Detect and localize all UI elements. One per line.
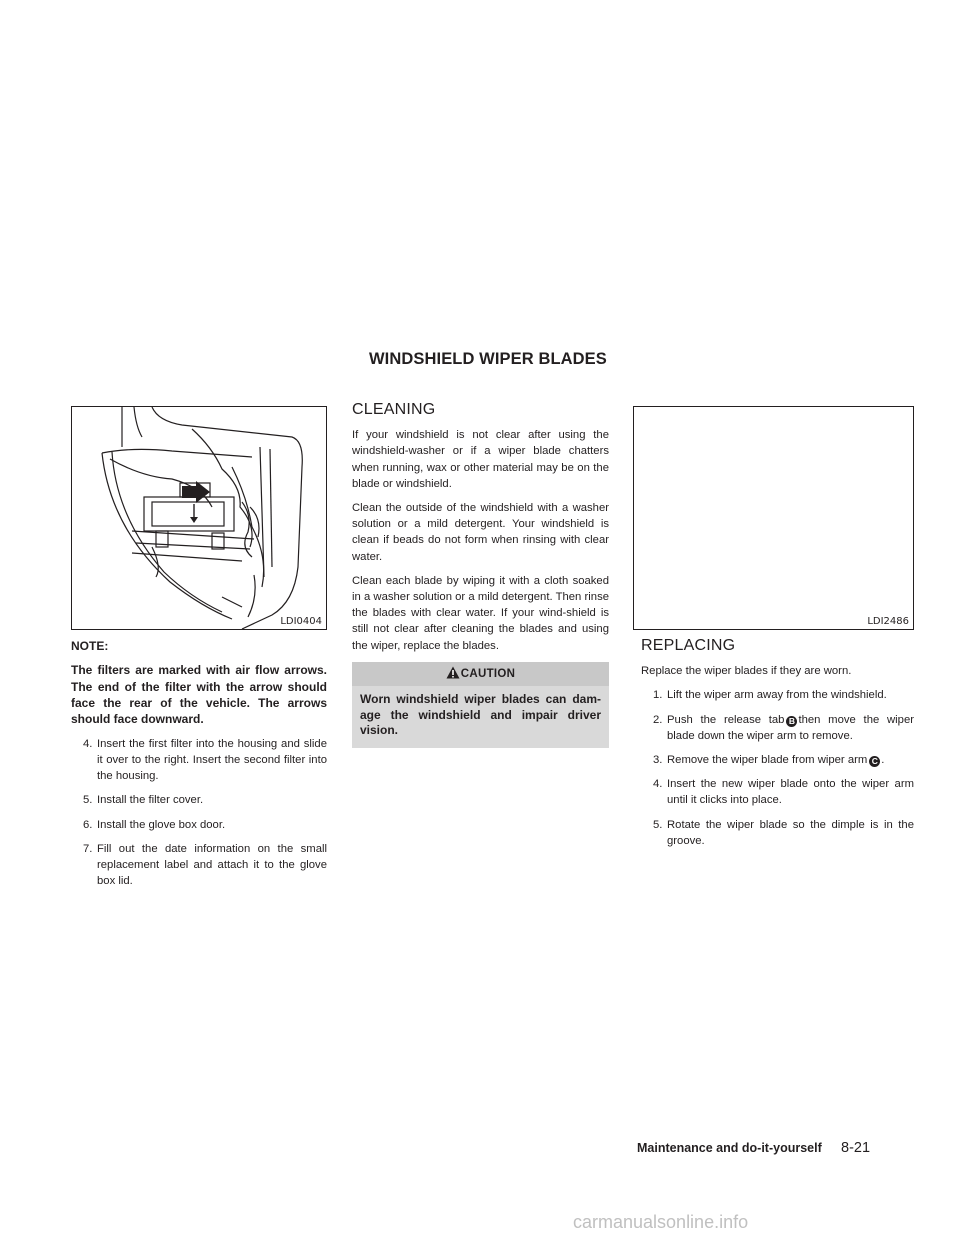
list-item: 3. Remove the wiper blade from wiper arm C .: [653, 754, 885, 767]
replacing-intro: Replace the wiper blades if they are worn.: [641, 665, 852, 678]
page-number: 8-21: [841, 1140, 871, 1156]
list-item: 6. Install the glove box door.: [83, 818, 226, 831]
list-item: 7. Fill out the date information on the small replacement label and attach it to the glove box lid.: [83, 842, 327, 888]
replacing-steps-list: [641, 687, 914, 849]
caution-header: [352, 662, 609, 686]
list-item: 4. Insert the new wiper blade onto the wiper arm until it clicks into place.: [653, 778, 914, 807]
watermark-text: carmanualsonline.info: [573, 1212, 749, 1232]
column-replacing: [641, 638, 914, 857]
filter-housing-illustration: [72, 407, 326, 629]
caution-box: [352, 662, 609, 748]
filter-steps-list: [71, 736, 327, 890]
list-item: 1. Lift the wiper arm away from the windshield.: [653, 689, 887, 702]
list-item: 4. Insert the first filter into the housing and slide it over to the right. Insert the second filter into the housing.: [83, 737, 327, 783]
warning-icon: [446, 666, 460, 679]
column-filter-instructions: [71, 638, 327, 897]
figure-filter-housing: [71, 406, 327, 630]
callout-b-marker: B: [786, 716, 797, 727]
cleaning-paragraph-3: Clean each blade by wiping it with a cloth soaked in a washer solution or a mild detergent. Then rinse the blades with clear water. If your wind-shield is still not clear after cleaning the blades and using the wiper, replace the blades.: [352, 574, 609, 652]
cleaning-heading: CLEANING: [352, 401, 436, 418]
figure-code: LDI2486: [867, 616, 909, 627]
note-body: The filters are marked with air flow arrows. The end of the filter with the arrow should face the rear of the vehicle. The arrows should face downward.: [71, 663, 327, 727]
caution-heading: CAUTION: [460, 667, 516, 680]
list-item: 2. Push the release tab B then move the wiper blade down the wiper arm to remove.: [653, 713, 915, 742]
note-heading: NOTE:: [71, 639, 109, 653]
column-cleaning: [352, 402, 609, 748]
list-item: 5. Rotate the wiper blade so the dimple is in the groove.: [653, 818, 914, 847]
cleaning-paragraph-2: Clean the outside of the windshield with a washer solution or a mild detergent. Your windshield is clean if beads do not form when rinsing with clear water.: [352, 502, 609, 563]
caution-body: Worn windshield wiper blades can dam-age the windshield and impair driver vision.: [360, 692, 601, 738]
section-title: WINDSHIELD WIPER BLADES: [369, 350, 607, 368]
list-item: 5. Install the filter cover.: [83, 794, 204, 807]
replacing-heading: REPLACING: [641, 637, 736, 654]
callout-c-marker: C: [869, 756, 880, 767]
cleaning-paragraph-1: If your windshield is not clear after using the windshield-washer or if a wiper blade chatters when running, wax or other material may be on the blade or windshield.: [352, 429, 609, 490]
figure-wiper-blade: [633, 406, 914, 630]
footer-chapter-title: Maintenance and do-it-yourself: [637, 1141, 822, 1155]
figure-code: LDI0404: [280, 616, 322, 627]
